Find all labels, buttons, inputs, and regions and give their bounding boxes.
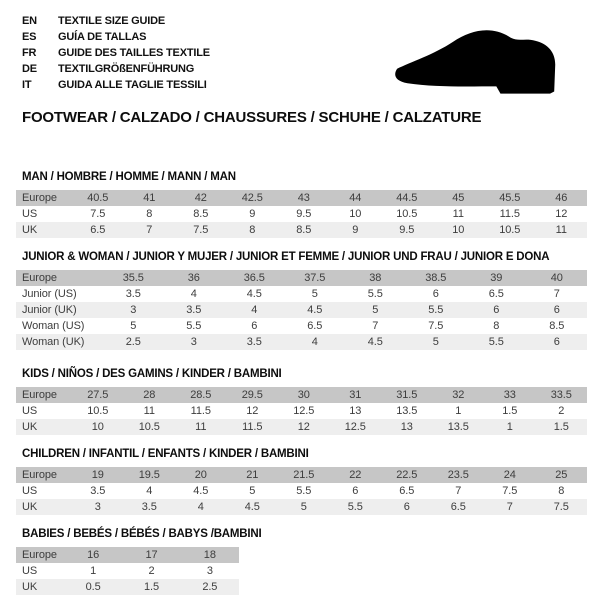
- size-cell: 11: [175, 419, 227, 435]
- size-cell: 11.5: [484, 206, 536, 222]
- size-cell: 5.5: [278, 483, 330, 499]
- size-cell: 12: [278, 419, 330, 435]
- table-row-junior-us-: [16, 286, 587, 302]
- footwear-heading: FOOTWEAR / CALZADO / CHAUSSURES / SCHUHE / CALZATURE: [22, 109, 482, 126]
- language-code: EN: [22, 15, 37, 27]
- size-cell: 3.5: [124, 499, 176, 515]
- size-cell: 38.5: [406, 270, 467, 286]
- size-cell: 22.5: [381, 467, 433, 483]
- table-row-europe: [16, 547, 239, 563]
- size-cell: 36: [164, 270, 225, 286]
- size-table-section-children: [0, 448, 600, 515]
- table-row-europe: [16, 270, 587, 286]
- size-cell: 5.5: [330, 499, 382, 515]
- table-row-junior-uk-: [16, 302, 587, 318]
- row-label: Junior (US): [16, 286, 103, 302]
- row-label: UK: [16, 419, 72, 435]
- row-label: Europe: [16, 270, 103, 286]
- size-cell: 4.5: [227, 499, 279, 515]
- size-cell: 11: [433, 206, 485, 222]
- table-row-europe: [16, 190, 587, 206]
- table-row-europe: [16, 387, 587, 403]
- size-cell: 3: [164, 334, 225, 350]
- language-code: IT: [22, 79, 32, 91]
- size-cell: 13.5: [433, 419, 485, 435]
- size-cell: 6: [330, 483, 382, 499]
- size-cell: 4: [285, 334, 346, 350]
- row-label: Europe: [16, 547, 64, 563]
- size-cell: 27.5: [72, 387, 124, 403]
- size-cell: 19: [72, 467, 124, 483]
- size-cell: 46: [536, 190, 588, 206]
- table-row-us: [16, 403, 587, 419]
- size-table-kids: [16, 387, 587, 435]
- size-cell: 7.5: [484, 483, 536, 499]
- size-cell: 8: [124, 206, 176, 222]
- size-cell: 21: [227, 467, 279, 483]
- size-cell: 4: [224, 302, 285, 318]
- size-cell: 12: [536, 206, 588, 222]
- size-cell: 4.5: [285, 302, 346, 318]
- size-cell: 13: [381, 419, 433, 435]
- row-label: UK: [16, 579, 64, 595]
- row-label: Junior (UK): [16, 302, 103, 318]
- size-cell: 7: [527, 286, 588, 302]
- size-cell: 3: [103, 302, 164, 318]
- language-code: DE: [22, 63, 37, 75]
- size-cell: 24: [484, 467, 536, 483]
- size-cell: 9.5: [381, 222, 433, 238]
- size-cell: 3.5: [103, 286, 164, 302]
- size-cell: 7: [433, 483, 485, 499]
- size-cell: 1.5: [536, 419, 588, 435]
- size-cell: 6.5: [433, 499, 485, 515]
- size-cell: 40.5: [72, 190, 124, 206]
- size-cell: 39: [466, 270, 527, 286]
- size-cell: 4.5: [224, 286, 285, 302]
- size-cell: 8.5: [527, 318, 588, 334]
- size-cell: 2: [122, 563, 180, 579]
- size-cell: 6: [381, 499, 433, 515]
- size-cell: 1: [433, 403, 485, 419]
- language-code: FR: [22, 47, 37, 59]
- size-table-section-babies: [0, 528, 600, 595]
- size-cell: 23.5: [433, 467, 485, 483]
- size-cell: 7: [484, 499, 536, 515]
- size-cell: 2.5: [181, 579, 239, 595]
- table-row-us: [16, 563, 239, 579]
- size-cell: 11: [536, 222, 588, 238]
- size-cell: 7: [345, 318, 406, 334]
- size-cell: 5.5: [406, 302, 467, 318]
- size-cell: 25: [536, 467, 588, 483]
- size-cell: 44.5: [381, 190, 433, 206]
- row-label: Europe: [16, 190, 72, 206]
- row-label: Europe: [16, 467, 72, 483]
- table-row-uk: [16, 499, 587, 515]
- size-cell: 7.5: [175, 222, 227, 238]
- table-title-man: MAN / HOMBRE / HOMME / MANN / MAN: [22, 171, 236, 183]
- table-row-woman-us-: [16, 318, 587, 334]
- size-cell: 41: [124, 190, 176, 206]
- size-cell: 10.5: [484, 222, 536, 238]
- size-cell: 9: [330, 222, 382, 238]
- size-cell: 37.5: [285, 270, 346, 286]
- size-cell: 35.5: [103, 270, 164, 286]
- row-label: Woman (UK): [16, 334, 103, 350]
- size-cell: 3.5: [164, 302, 225, 318]
- size-cell: 19.5: [124, 467, 176, 483]
- size-cell: 33: [484, 387, 536, 403]
- size-cell: 12.5: [330, 419, 382, 435]
- language-label: TEXTILGRÖßENFÜHRUNG: [58, 63, 195, 75]
- size-cell: 6.5: [466, 286, 527, 302]
- size-cell: 0.5: [64, 579, 122, 595]
- size-cell: 10.5: [381, 206, 433, 222]
- language-code: ES: [22, 31, 37, 43]
- dress-shoe-icon: [393, 20, 579, 100]
- size-cell: 20: [175, 467, 227, 483]
- size-cell: 44: [330, 190, 382, 206]
- size-cell: 6: [527, 334, 588, 350]
- table-row-woman-uk-: [16, 334, 587, 350]
- size-cell: 10: [433, 222, 485, 238]
- size-cell: 5: [227, 483, 279, 499]
- size-cell: 8.5: [175, 206, 227, 222]
- row-label: US: [16, 403, 72, 419]
- table-row-uk: [16, 579, 239, 595]
- size-cell: 6: [406, 286, 467, 302]
- size-cell: 2.5: [103, 334, 164, 350]
- size-table-babies: [16, 547, 239, 595]
- size-cell: 6.5: [381, 483, 433, 499]
- size-cell: 22: [330, 467, 382, 483]
- size-cell: 29.5: [227, 387, 279, 403]
- size-cell: 42: [175, 190, 227, 206]
- table-row-europe: [16, 467, 587, 483]
- row-label: UK: [16, 499, 72, 515]
- size-cell: 1: [64, 563, 122, 579]
- table-title-children: CHILDREN / INFANTIL / ENFANTS / KINDER / BAMBINI: [22, 448, 309, 460]
- size-table-junior-woman: [16, 270, 587, 350]
- table-row-uk: [16, 419, 587, 435]
- row-label: US: [16, 206, 72, 222]
- size-cell: 5: [278, 499, 330, 515]
- size-cell: 10: [330, 206, 382, 222]
- size-cell: 6: [224, 318, 285, 334]
- size-cell: 18: [181, 547, 239, 563]
- size-cell: 10: [72, 419, 124, 435]
- row-label: Woman (US): [16, 318, 103, 334]
- size-cell: 6.5: [72, 222, 124, 238]
- table-title-babies: BABIES / BEBÉS / BÉBÉS / BABYS /BAMBINI: [22, 528, 262, 540]
- size-cell: 5: [103, 318, 164, 334]
- table-row-us: [16, 483, 587, 499]
- table-row-us: [16, 206, 587, 222]
- size-cell: 11: [124, 403, 176, 419]
- size-cell: 33.5: [536, 387, 588, 403]
- size-table-section-man: [0, 171, 600, 238]
- size-cell: 7.5: [72, 206, 124, 222]
- size-cell: 7.5: [406, 318, 467, 334]
- size-cell: 2: [536, 403, 588, 419]
- size-cell: 3: [181, 563, 239, 579]
- size-cell: 8.5: [278, 222, 330, 238]
- size-cell: 36.5: [224, 270, 285, 286]
- size-cell: 4.5: [345, 334, 406, 350]
- size-cell: 7: [124, 222, 176, 238]
- size-cell: 31.5: [381, 387, 433, 403]
- size-cell: 1.5: [122, 579, 180, 595]
- size-cell: 5.5: [466, 334, 527, 350]
- size-cell: 28: [124, 387, 176, 403]
- size-cell: 5: [285, 286, 346, 302]
- size-cell: 5.5: [345, 286, 406, 302]
- size-cell: 3.5: [72, 483, 124, 499]
- size-cell: 10.5: [124, 419, 176, 435]
- size-cell: 1: [484, 419, 536, 435]
- language-label: GUIDE DES TAILLES TEXTILE: [58, 47, 210, 59]
- size-cell: 4: [124, 483, 176, 499]
- size-cell: 10.5: [72, 403, 124, 419]
- row-label: UK: [16, 222, 72, 238]
- row-label: US: [16, 563, 64, 579]
- size-cell: 17: [122, 547, 180, 563]
- size-cell: 11.5: [175, 403, 227, 419]
- size-cell: 8: [466, 318, 527, 334]
- size-cell: 6: [466, 302, 527, 318]
- size-cell: 45: [433, 190, 485, 206]
- size-cell: 9: [227, 206, 279, 222]
- size-table-man: [16, 190, 587, 238]
- size-cell: 5: [406, 334, 467, 350]
- language-label: GUÍA DE TALLAS: [58, 31, 147, 43]
- table-row-uk: [16, 222, 587, 238]
- size-table-section-kids: [0, 368, 600, 435]
- row-label: US: [16, 483, 72, 499]
- size-cell: 28.5: [175, 387, 227, 403]
- size-cell: 1.5: [484, 403, 536, 419]
- row-label: Europe: [16, 387, 72, 403]
- size-cell: 4.5: [175, 483, 227, 499]
- size-cell: 43: [278, 190, 330, 206]
- size-cell: 4: [175, 499, 227, 515]
- size-cell: 31: [330, 387, 382, 403]
- size-cell: 4: [164, 286, 225, 302]
- size-table-children: [16, 467, 587, 515]
- size-cell: 9.5: [278, 206, 330, 222]
- size-cell: 40: [527, 270, 588, 286]
- size-cell: 30: [278, 387, 330, 403]
- size-table-section-junior-woman: [0, 251, 600, 350]
- size-cell: 6.5: [285, 318, 346, 334]
- language-label: TEXTILE SIZE GUIDE: [58, 15, 166, 27]
- language-label: GUIDA ALLE TAGLIE TESSILI: [58, 79, 207, 91]
- size-cell: 38: [345, 270, 406, 286]
- table-title-kids: KIDS / NIÑOS / DES GAMINS / KINDER / BAMBINI: [22, 368, 282, 380]
- size-cell: 11.5: [227, 419, 279, 435]
- size-cell: 13.5: [381, 403, 433, 419]
- size-cell: 8: [227, 222, 279, 238]
- size-cell: 32: [433, 387, 485, 403]
- size-cell: 45.5: [484, 190, 536, 206]
- size-cell: 12.5: [278, 403, 330, 419]
- size-cell: 3: [72, 499, 124, 515]
- size-cell: 16: [64, 547, 122, 563]
- size-cell: 7.5: [536, 499, 588, 515]
- size-cell: 12: [227, 403, 279, 419]
- table-title-junior-woman: JUNIOR & WOMAN / JUNIOR Y MUJER / JUNIOR ET FEMME / JUNIOR UND FRAU / JUNIOR E DONA: [22, 251, 550, 263]
- size-cell: 5: [345, 302, 406, 318]
- size-cell: 8: [536, 483, 588, 499]
- size-cell: 5.5: [164, 318, 225, 334]
- size-cell: 13: [330, 403, 382, 419]
- size-cell: 21.5: [278, 467, 330, 483]
- size-cell: 3.5: [224, 334, 285, 350]
- size-cell: 6: [527, 302, 588, 318]
- size-cell: 42.5: [227, 190, 279, 206]
